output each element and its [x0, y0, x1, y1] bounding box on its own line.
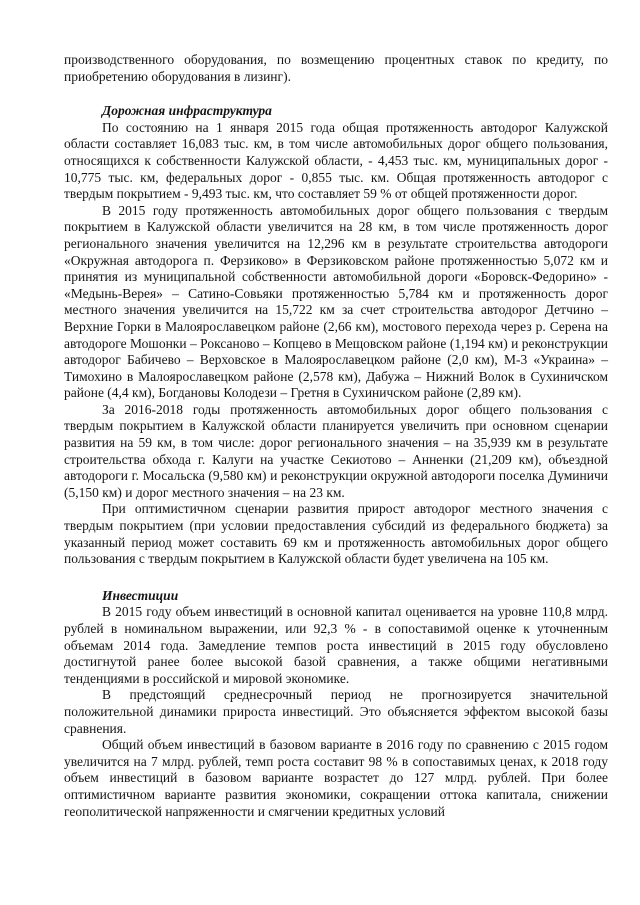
investments-paragraph-2: В предстоящий среднесрочный период не прогнозируется значительной положительной динамики прироста инвестиций. Это объясняется эффектом высокой базы сравнения. [64, 687, 608, 736]
text-column [64, 52, 608, 820]
roads-paragraph-1: По состоянию на 1 января 2015 года общая протяженность автодорог Калужской области составляет 16,083 тыс. км, в том числе автомобильных дорог общего пользования, относящихся к собственности Калужской области, - 4,453 тыс. км, муниципальных дорог - 10,775 тыс. км, федеральных дорог - 0,855 тыс. км. Общая протяженность автодорог с твердым покрытием - 9,493 тыс. км, что составляет 59 % от общей протяженности дорог. [64, 119, 608, 202]
section-heading-investments: Инвестиции [102, 587, 179, 603]
roads-paragraph-4: При оптимистичном сценарии развития прирост автодорог местного значения с твердым покрытием (при условии предоставления субсидий из федерального бюджета) за указанный период может составить 69 км и протяженность автомобильных дорог общего пользования с твердым покрытием в Калужской области будет увеличена на 105 км. [64, 501, 608, 567]
investments-paragraph-1: В 2015 году объем инвестиций в основной капитал оценивается на уровне 110,8 млрд. рублей в номинальном выражении, или 92,3 % - в сопоставимой оценке к уточненным объемам 2014 года. Замедление темпов роста инвестиций в 2015 году обусловлено достигнутой ранее более высокой базой сравнения, а также общими негативными тенденциями в российской и мировой экономике. [64, 604, 608, 686]
investments-paragraph-3: Общий объем инвестиций в базовом варианте в 2016 году по сравнению с 2015 годом увеличится на 7 млрд. рублей, темп роста составит 98 % в сопоставимых ценах, к 2018 году объем инвестиций в базовом варианте возрастет до 127 млрд. рублей. При более оптимистичном варианте развития экономики, сокращении оттока капитала, снижении геополитической напряженности и смягчении кредитных условий [64, 737, 608, 819]
section-heading-roads: Дорожная инфраструктура [102, 103, 272, 119]
spacer [64, 85, 608, 103]
roads-paragraph-3: За 2016-2018 годы протяженность автомобильных дорог общего пользования с твердым покрытием в Калужской области планируется увеличить при основном сценарии развития на 59 км, в том числе: дорог регионального значения – на 35,939 км в результате строительства обхода г. Калуги на участке Секиотово – Анненки (21,209 км), объездной автодороги г. Мосальска (9,580 км) и реконструкции окружной автодороги поселка Думиничи (5,150 км) и дорог местного значения – на 23 км. [64, 401, 608, 500]
spacer [64, 568, 608, 588]
intro-paragraph: производственного оборудования, по возмещению процентных ставок по кредиту, по приобретению оборудования в лизинг). [64, 52, 608, 84]
roads-paragraph-2: В 2015 году протяженность автомобильных дорог общего пользования с твердым покрытием в Калужской области увеличится на 28 км, в том числе протяженность дорог регионального значения увеличится на 12,296 км в результате строительства автодороги «Окружная автодорога п. Ферзиково» в Ферзиковском районе протяженностью 5,072 км и принятия из муниципальной собственности автомобильной дороги «Боровск-Федорино» - «Медынь-Верея» – Сатино-Совьяки протяженностью 5,784 км и протяженность дорог местного значения увеличится на 15,722 км за счет строительства автодорог Детчино – Верхние Горки в Малоярославецком районе (2,66 км), мостового перехода через р. Серена на автодороге Мошонки – Роксаново – Копцево в Мещовском районе (1,194 км) и реконструкции автодорог Бабичево – Верховское в Малоярославецком районе (2,0 км), М-3 «Украина» – Тимохино в Малоярославецком районе (2,578 км), Дабужа – Нижний Волок в Сухиничском районе (4,4 км), Богдановы Колодези – Гретня в Сухиничском районе (2,89 км). [64, 202, 608, 401]
